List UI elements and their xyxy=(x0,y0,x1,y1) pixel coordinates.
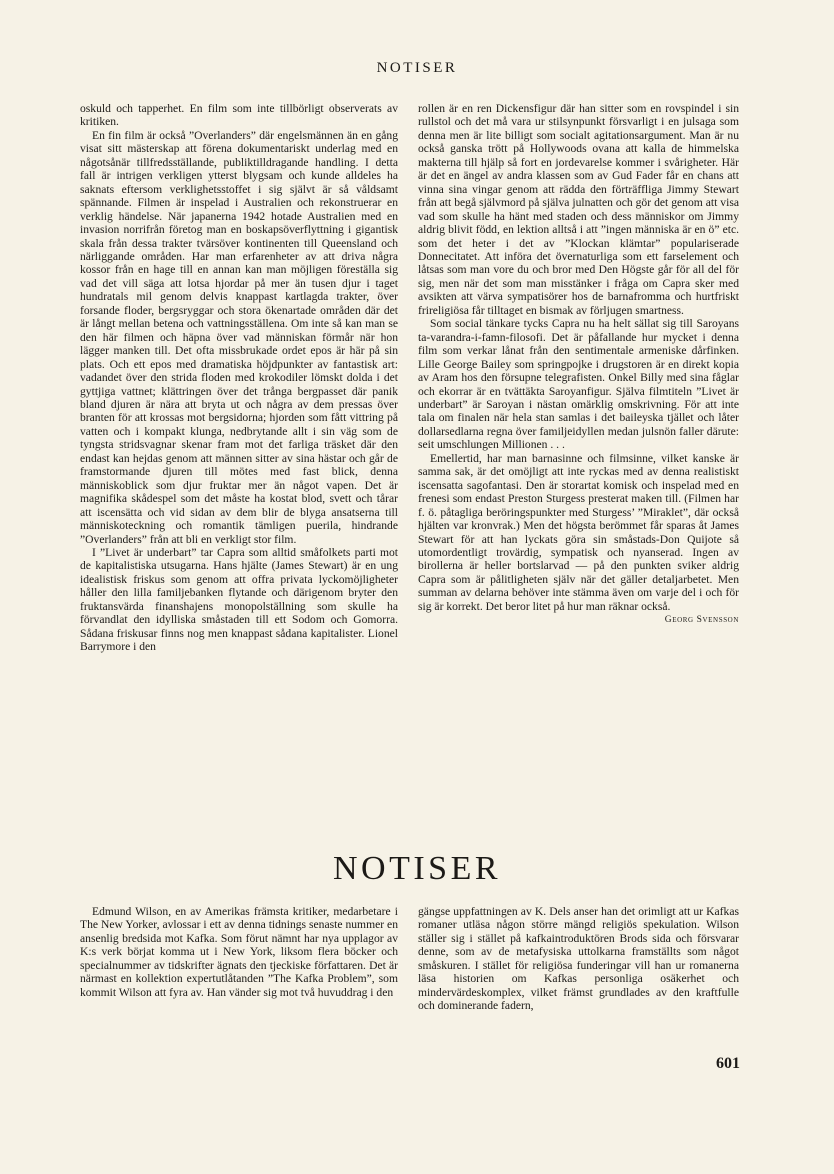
paragraph: Edmund Wilson, en av Amerikas främsta kritiker, medarbetare i The New Yorker, avlossar i ett av denna tidnings senaste nummer en ansenlig bredsida mot Kafka. Som förut nämnt har nya upplagor av K:s verk börjat komma ut i New York, liksom flera böcker och specialnummer av tidskrifter ägnats den tjeckiske författaren. Det är närmast en kollektion expertutlåtanden ”The Kafka Problem”, som kommit Wilson att fyra av. Han vänder sig mot två huvuddrag i den xyxy=(80,905,398,999)
author-signature: Georg Svensson xyxy=(664,615,739,626)
notes-column-left xyxy=(80,905,398,999)
section-title: NOTISER xyxy=(332,850,502,887)
article-column-right xyxy=(418,102,739,628)
paragraph: En fin film är också ”Overlanders” där engelsmännen än en gång visat sitt mästerskap att förena dokumentariskt underlag med en någotsånär tillfredsställande, publiktilldragande handling. I detta fall är intrigen verkligen ytterst blygsam och kunde alldeles ha saknats eftersom verklighetsstoffet i sig självt är så våldsamt spännande. Filmen är inspelad i Australien och rekonstruerar en verklig händelse. När japanerna 1942 hotade Australien med en invasion norrifrån företog man en boskapsöverflyttning i gigantisk skala från dessa trakter tvärsöver kontinenten till Queensland och närliggande områden. Har man erfarenheter av att driva några kossor från en hage till en annan kan man möjligen föreställa sig vad det vill säga att lotsa hjordar på mer än tusen djur i taget hundratals mil genom delvis knappast kartlagda trakter, över forsande floder, bergsryggar och stora ökenartade områden där det är långt mellan betena och vattningsställena. Om inte så kan man se den här filmen och häpna över vad människan förmår när hon lägger manken till. Det ofta missbrukade ordet epos är här på sin plats. Och ett epos med dramatiska höjdpunkter av fantastisk art: vadandet över den strida floden med krokodiler lömskt dolda i det gyttjiga vattnet; klättringen över det trånga bergpasset där panik bland djuren är nära att bryta ut och några av dem pressas över branten för att krossas mot bergsidorna; hjorden som fått vittring på vatten och i kompakt klunga, nedbrytande allt i sin väg som de tyngsta stridsvagnar skenar fram mot det farliga träsket där den endast kan hejdas genom att männen sitter av sina hästar och går de framstormande djuren till mötes med fast blick, denna människoblick som djur fruktar mer än något vapen. Det är magnifika skådespel som det måste ha kostat blod, svett och tårar att iscensätta och vid sidan av dem blir de blyga ansatserna till människoteckning och romantik tämligen puerila, hindrande ”Overlanders” från att bli en verkligt stor film. xyxy=(80,128,398,546)
paragraph: oskuld och tapperhet. En film som inte tillbörligt observerats av kritiken. xyxy=(80,102,398,129)
running-head: NOTISER xyxy=(376,60,458,76)
paragraph: I ”Livet är underbart” tar Capra som alltid småfolkets parti mot de kapitalistiska utsugarna. Hans hjälte (James Stewart) är en ung idealistisk friskus som genom att offra privata lyckomöjligheter håller den lilla familjebanken flytande och därigenom bryter den fruktansvärda finanshajens monopolställning som skulle ha förvandlat den idylliska småstaden till ett Sodom och Gomorra. Sådana friskusar finns nog men knappast sådana kapitalister. Lionel Barrymore i den xyxy=(80,545,398,654)
paragraph: rollen är en ren Dickensfigur där han sitter som en rovspindel i sin rullstol och det må vara ur stilsynpunkt försvarligt i en julsaga som denna men är lite billigt som socialt agitationsargument. Man är nu också ganska trött på Hollywoods ovana att kalla de himmelska makterna till hjälp så fort en jordevarelse kommer i svårigheter. Här är det en ängel av andra klassen som av Gud Fader får en chans att vinna sina vingar genom att rädda den förträffliga Jimmy Stewart från att begå självmord på själva julnatten och gör det genom att visa vad som skulle ha hänt med staden och dess människor om Jimmy aldrig blivit född, en lektion alltså i att ”ingen människa är en ö” etc. som det heter i det av ”Klockan klämtar” populariserade Donnecitatet. Att införa det övernaturliga som ett farselement och låtsas som man vore du och bror med Den Högste går för all del för sig, men när det som man misstänker i fråga om Capra sker med avsikten att värva sympatisörer hos de barnafromma och hurtfriskt frireligiösa får tilltaget en bismak av förljugen smartness. xyxy=(418,102,739,317)
page-number: 601 xyxy=(716,1055,740,1072)
paragraph: Emellertid, har man barnasinne och filmsinne, vilket kanske är samma sak, är det omöjligt att inte ryckas med av denna realistiskt iscensatta sagofantasi. Den är storartat komisk och inspelad med en frenesi som endast Preston Sturgess presterat maken till. (Filmen har f. ö. påtagliga beröringspunkter med Sturgess’ ”Miraklet”, där också hjälten var kronvrak.) Men det högsta berömmet får sparas åt James Stewart för att han lyckats göra sin småstads-Don Quijote så utomordentligt trovärdig, sympatisk och nyanserad. Ingen av birollerna är heller bortslarvad — på den punkten sviker aldrig Capra som är pålitligheten själv när det gäller detaljarbetet. Men summan av delarna behöver inte stämma även om varje del i och för sig är korrekt. Det beror litet på hur man räknar också. xyxy=(418,451,739,613)
notes-column-right xyxy=(418,905,739,1013)
article-column-left xyxy=(80,102,398,654)
paragraph: gängse uppfattningen av K. Dels anser han det orimligt att ur Kafkas romaner utläsa någon större mängd religiös spekulation. Wilson ställer sig i stället på kafkaintroduktören Brods sida och försvarar denne, som av de metafysiska uttolkarna framställts som något småskuren. I stället för religiösa funderingar vill han ur romanerna läsa historien om Kafkas personliga osäkerhet och mindervärdeskomplex, vilket främst grundlades av den kraftfulle och dominerande fadern, xyxy=(418,905,739,1013)
paragraph: Som social tänkare tycks Capra nu ha helt sällat sig till Saroyans ta-varandra-i-famn-filosofi. Det är påfallande hur mycket i denna film som verkar lånat från den sentimentale armeniske dårfinken. Lille George Bailey som springpojke i drugstoren är en direkt kopia av Aram hos den försupne telegrafisten. Onkel Billy med sina fåglar och ekorrar är en tvättäkta Saroyanfigur. Själva filmtiteln ”Livet är underbart” är Saroyan i nästan omärklig omskrivning. För att inte tala om finalen när hela stan samlas i det baileyska tjället och låter dollarsedlarna regna över familjeidyllen medan julsnön faller därute: seit umschlungen Millionen . . . xyxy=(418,317,739,452)
